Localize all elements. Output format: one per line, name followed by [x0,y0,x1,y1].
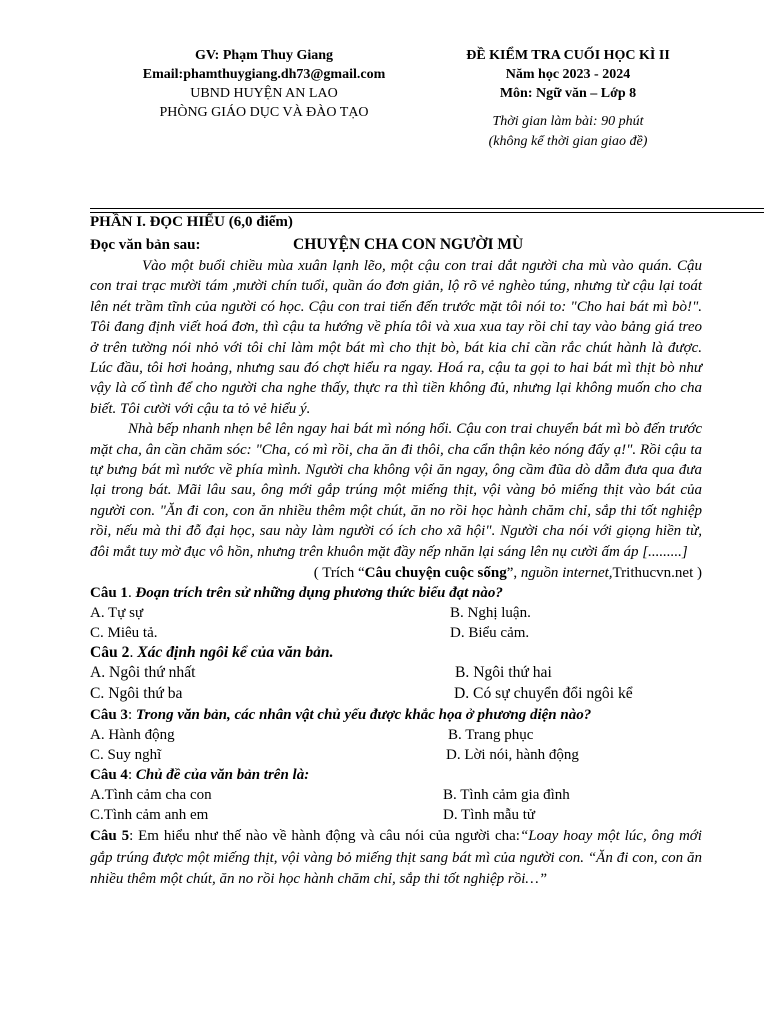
duration-note: (không kể thời gian giao đề) [488,134,648,149]
option-b[interactable]: B. Ngôi thứ hai [455,664,552,682]
option-a[interactable]: A. Hành động [90,727,175,744]
question-label: Câu 3 [90,707,128,724]
question-text: Chủ đề của văn bản trên là: [135,767,310,784]
header-left [90,46,438,122]
read-label: Đọc văn bản sau: [90,237,201,253]
source-mid: ”, [506,565,521,582]
options-row [90,663,702,684]
question-sep: : [129,828,139,845]
source-title: Câu chuyện cuộc sống [364,565,507,582]
option-b[interactable]: B. Tình cảm gia đình [443,787,570,804]
option-c[interactable]: C.Tình cảm anh em [90,807,209,824]
question-text: Đoạn trích trên sử những dụng phương thức biểu đạt nào? [135,585,503,602]
question-text: Em hiểu như thế nào về hành động và câu nói của người cha: [138,828,520,845]
district-name: UBND HUYỆN AN LAO [190,86,338,101]
question-quote: “Loay hoay một lúc, ông mới gắp trúng được một miếng thịt, vội vàng bỏ miếng thịt sang bát mì của người con. “Ăn đi con, con ăn nhiều thêm một chút, ăn no rồi học hành chăm chỉ, sắp thi tốt nghiệp rồi…” [90,828,702,888]
options-row [90,805,702,825]
option-d[interactable]: D. Biểu cảm. [450,625,530,642]
options-row [90,684,702,705]
exam-title: ĐỀ KIỂM TRA CUỐI HỌC KÌ II [466,48,670,63]
option-a[interactable]: A. Ngôi thứ nhất [90,664,196,682]
option-d[interactable]: D. Tình mẫu tử [443,807,536,824]
teacher-name: GV: Phạm Thuy Giang [194,48,334,63]
exam-content [90,212,702,891]
question-label: Câu 2 [90,644,130,662]
source-site: Trithucvn.net ) [612,565,702,582]
question-3 [90,705,702,725]
duration: Thời gian làm bài: 90 phút [492,114,644,129]
question-4 [90,765,702,785]
question-sep: : [127,707,136,724]
subject: Môn: Ngữ văn – Lớp 8 [499,86,637,101]
option-d[interactable]: D. Có sự chuyển đổi ngôi kể [454,685,633,703]
option-a[interactable]: A. Tự sự [90,605,144,622]
header-right [418,46,718,152]
option-c[interactable]: C. Miêu tả. [90,625,158,642]
duration-block [418,112,718,152]
school-year: Năm học 2023 - 2024 [505,67,631,82]
passage-paragraph-1: Vào một buổi chiều mùa xuân lạnh lẽo, một cậu con trai dắt người cha mù vào quán. Cậu con trai trạc mười tám ,mười chín tuổi, quần áo đơn giản, lộ rõ vẻ nghèo túng, nhưng từ cậu lại toát lên nét trầm tĩnh của người có học. Cậu con trai tiến đến trước mặt tôi nói to: "Cho hai bát mì bò!". Tôi đang định viết hoá đơn, thì cậu ta hướng về phía tôi và xua xua tay rồi chỉ tay vào bảng giá treo ở trên tường nói nhỏ với tôi chỉ làm một bát mì cho thịt bò, bát kia chỉ cần rắc chút hành là được. Lúc đầu, tôi hơi hoảng, nhưng sau đó chợt hiểu ra ngay. Hoá ra, cậu ta gọi to hai bát mì thịt bò như vậy là cố tình để cho người cha nghe thấy, thực ra thì tiền không đủ, nhưng lại không muốn cho cha biết. Tôi cười với cậu ta tỏ vẻ hiểu ý. [90,258,702,417]
question-label: Câu 1 [90,585,128,602]
question-label: Câu 4 [90,767,128,784]
options-row [90,623,702,643]
options-row [90,725,702,745]
question-text: Xác định ngôi kể của văn bản. [137,644,334,662]
teacher-email: Email:phamthuygiang.dh73@gmail.com [142,67,386,82]
passage-paragraph-2: Nhà bếp nhanh nhẹn bê lên ngay hai bát mì nóng hổi. Cậu con trai chuyển bát mì bò đến trước mặt cha, ân cần chăm sóc: "Cha, có mì rồi, cha ăn đi thôi, cha cẩn thận kẻo nóng đấy ạ!". Rồi cậu ta tự bưng bát mì nước về phía mình. Người cha không vội ăn ngay, ông cầm đũa dò dẫm đưa qua đưa lại trong bát. Mãi lâu sau, ông mới gắp trúng một miếng thịt, vội vàng bỏ miếng thịt vào bát của người con. "Ăn đi con, con ăn nhiều thêm một chút, ăn no rồi học hành chăm chỉ, sắp thi tốt nghiệp rồi, nếu mà thi đỗ đại học, sau này làm người có ích cho xã hội". Người cha nói với giọng hiền từ, đôi mắt tuy mờ đục vô hồn, nhưng trên khuôn mặt đầy nếp nhăn lại sáng lên nụ cười ấm áp [.........] [90,421,702,560]
options-row [90,785,702,805]
department-name: PHÒNG GIÁO DỤC VÀ ĐÀO TẠO [159,105,369,120]
source-origin: nguồn internet, [520,565,613,582]
question-2 [90,643,702,663]
question-5 [90,826,702,891]
question-sep: . [129,644,138,662]
question-1 [90,583,702,603]
story-title: CHUYỆN CHA CON NGƯỜI MÙ [293,236,524,253]
option-d[interactable]: D. Lời nói, hành động [446,747,579,764]
options-row [90,603,702,623]
option-c[interactable]: C. Suy nghĩ [90,747,162,764]
question-sep: . [127,585,136,602]
option-a[interactable]: A.Tình cảm cha con [90,787,212,804]
reading-passage [90,256,702,562]
question-sep: : [127,767,136,784]
question-text: Trong văn bản, các nhân vật chủ yếu được khắc họa ở phương diện nào? [135,707,592,724]
option-c[interactable]: C. Ngôi thứ ba [90,685,183,703]
section-heading: PHẦN I. ĐỌC HIỂU (6,0 điểm) [90,214,293,230]
passage-source [90,563,702,583]
option-b[interactable]: B. Trang phục [448,727,534,744]
reading-title-row [90,234,702,256]
header-divider-top [90,208,764,209]
options-row [90,745,702,765]
question-label: Câu 5 [90,828,130,845]
source-open: ( Trích “ [313,565,365,582]
option-b[interactable]: B. Nghị luận. [450,605,531,622]
